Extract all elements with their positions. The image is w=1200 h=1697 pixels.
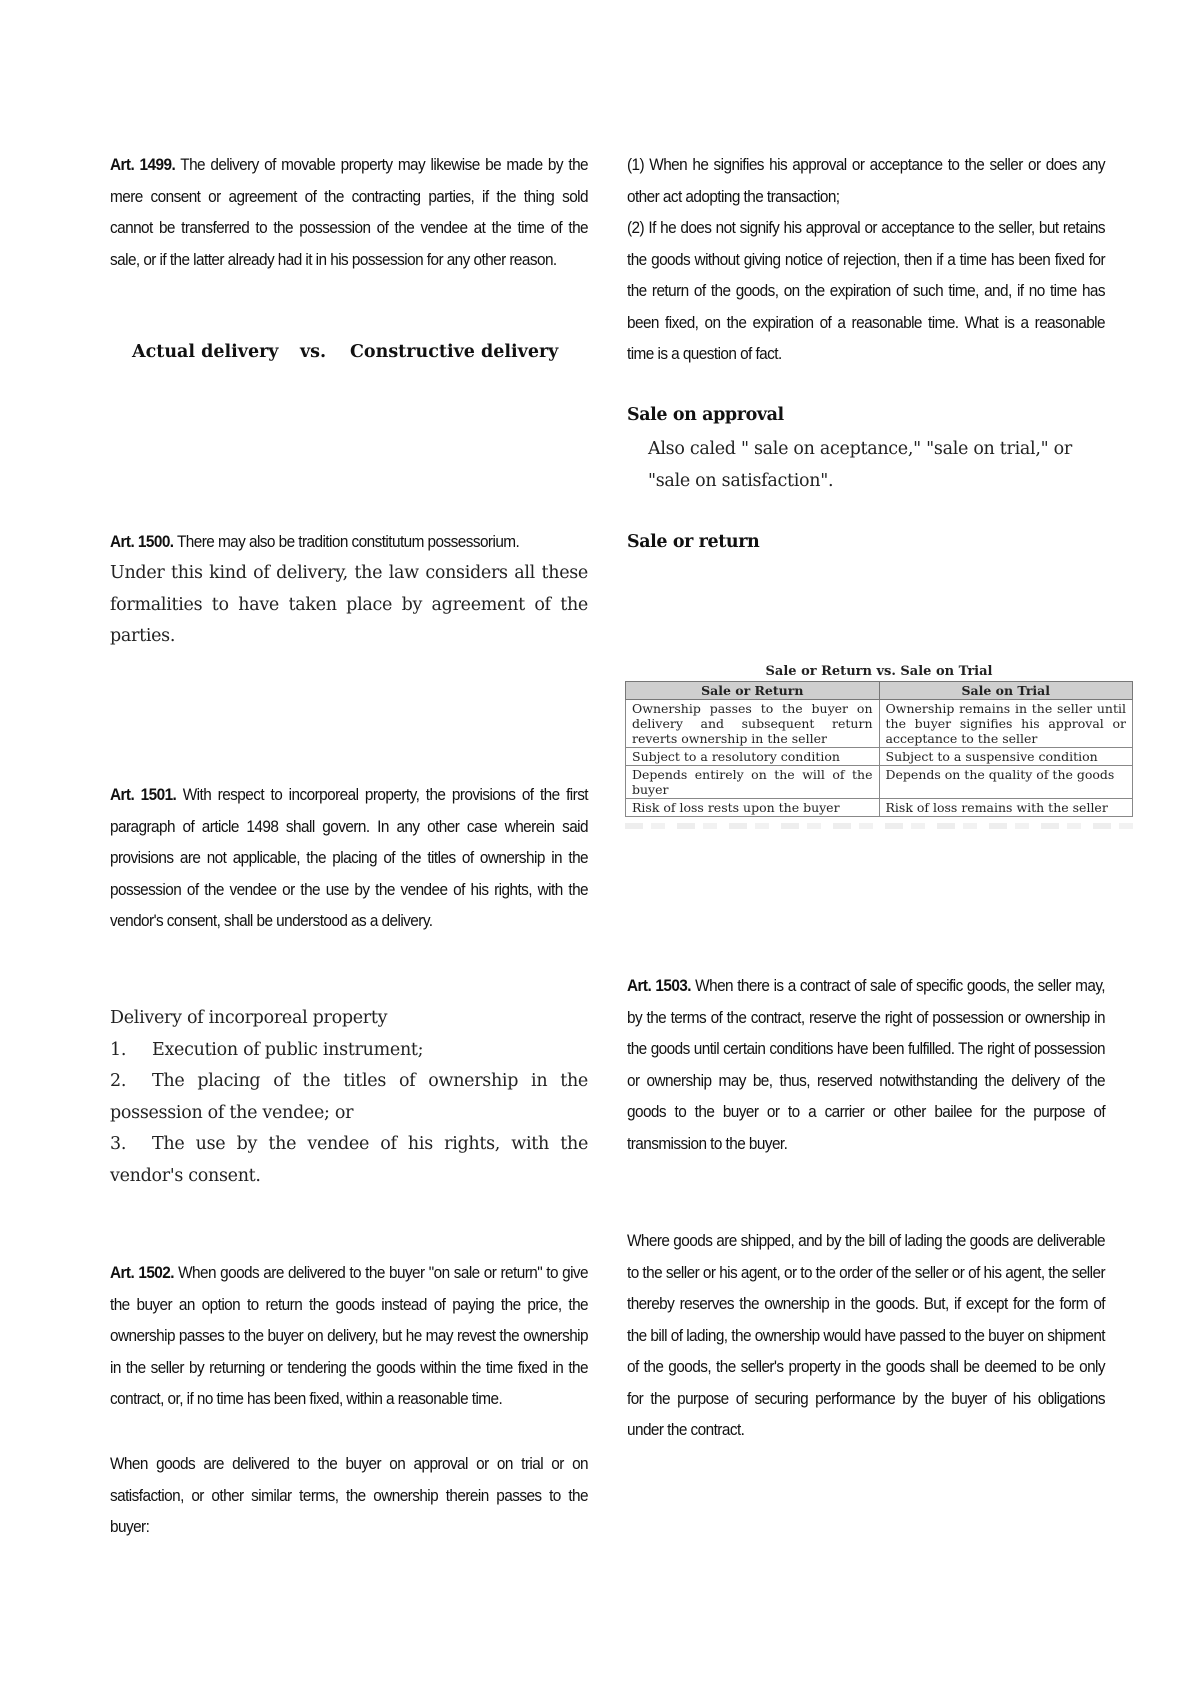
table-cell: Risk of loss remains with the seller [879,799,1133,817]
art-1500 [110,527,588,559]
art-1502 [110,1258,588,1416]
table-header-row [626,682,1133,700]
bill-of-lading-paragraph: Where goods are shipped, and by the bill of lading the goods are deliverable to the seller or his agent, or to the order of the seller or of his agent, the seller thereby reserves the ownership in the goods. But, if except for the form of the bill of lading, the ownership would have passed to the buyer on shipment of the goods, the seller's property in the goods shall be deemed to be only for the purpose of securing performance by the buyer of his obligations under the contract. [627,1232,1106,1439]
incorporeal-heading: Delivery of incorporeal property [110,1008,388,1028]
approval-condition-2: (2) If he does not signify his approval or acceptance to the seller, but retains the goods without giving notice of rejection, then if a time has been fixed for the return of the goods, on the expiration of such time, and, if no time has been fixed, on the expiration of a reasonable time. What is a reasonable time is a question of fact. [627,219,1106,363]
table-cell: Risk of loss rests upon the buyer [626,799,880,817]
article-text: When goods are delivered to the buyer "on sale or return" to give the buyer an option to return the goods instead of paying the price, the ownership passes to the buyer on delivery, but he may revest the ownership in the seller by returning or tendering the goods within the time fixed in the contract, or, if no time has been fixed, within a reasonable time. [110,1264,589,1408]
article-text: With respect to incorporeal property, the provisions of the first paragraph of article 1498 shall govern. In any other case wherein said provisions are not applicable, the placing of the titles of ownership in the possession of the vendee or the use by the vendee of his rights, with the vendor's consent, shall be understood as a delivery. [110,786,589,930]
comparison-table [625,681,1133,817]
table-cell: Depends entirely on the will of the buyer [626,766,880,799]
scan-artifact [625,823,1133,829]
table-row [626,748,1133,766]
constructive-delivery-label: Constructive delivery [350,342,559,362]
art-1501 [110,780,588,938]
incorporeal-list [110,1035,588,1193]
incorporeal-delivery-section [110,1003,588,1192]
article-text: There may also be tradition constitutum possessorium. [173,533,520,551]
vs-label: vs. [300,342,327,362]
table-title: Sale or Return vs. Sale on Trial [765,664,993,679]
sale-on-approval-text: Also caled " sale on aceptance," "sale on trial," or "sale on satisfaction". [648,439,1072,491]
table-row [626,700,1133,748]
comparison-table-figure [625,664,1133,829]
column-header: Sale on Trial [879,682,1133,700]
art-1503 [627,971,1105,1160]
table-row [626,799,1133,817]
approval-condition-1: (1) When he signifies his approval or acceptance to the seller or does any other act adopting the transaction; [627,156,1106,206]
sale-or-return-heading: Sale or return [627,532,760,552]
table-cell: Ownership remains in the seller until the buyer signifies his approval or acceptance to the seller [879,700,1133,748]
article-number: Art. 1503. [627,977,691,995]
article-text: When there is a contract of sale of specific goods, the seller may, by the terms of the contract, reserve the right of possession or ownership in the goods until certain conditions have been fulfilled. The right of possession or ownership may be, thus, reserved notwithstanding the delivery of the goods to the buyer or to a carrier or other bailee for the purpose of transmission to the buyer. [627,977,1106,1153]
table-cell: Depends on the quality of the goods [879,766,1133,799]
art-1502-paragraph-2: When goods are delivered to the buyer on approval or on trial or on satisfaction, or other similar terms, the ownership therein passes to the buyer: [110,1455,589,1536]
table-cell: Ownership passes to the buyer on delivery and subsequent return reverts ownership in the seller [626,700,880,748]
article-number: Art. 1501. [110,786,177,804]
delivery-comparison [132,342,558,362]
list-item: 3. The use by the vendee of his rights, with the vendor's consent. [110,1134,588,1186]
article-number: Art. 1502. [110,1264,174,1282]
list-item: 2. The placing of the titles of ownership in the possession of the vendee; or [110,1071,588,1123]
table-cell: Subject to a resolutory condition [626,748,880,766]
article-number: Art. 1499. [110,156,176,174]
actual-delivery-label: Actual delivery [132,342,279,362]
art-1499 [110,150,588,276]
list-item: 1. Execution of public instrument; [110,1039,424,1060]
article-number: Art. 1500. [110,533,174,551]
column-header: Sale or Return [626,682,880,700]
sale-on-approval-heading: Sale on approval [627,405,784,425]
art-1500-explanation: Under this kind of delivery, the law considers all these formalities to have taken place by agreement of the parties. [110,563,588,646]
table-cell: Subject to a suspensive condition [879,748,1133,766]
table-row [626,766,1133,799]
article-text: The delivery of movable property may likewise be made by the mere consent or agreement of the contracting parties, if the thing sold cannot be transferred to the possession of the vendee at the time of the sale, or if the latter already had it in his possession for any other reason. [110,156,589,269]
